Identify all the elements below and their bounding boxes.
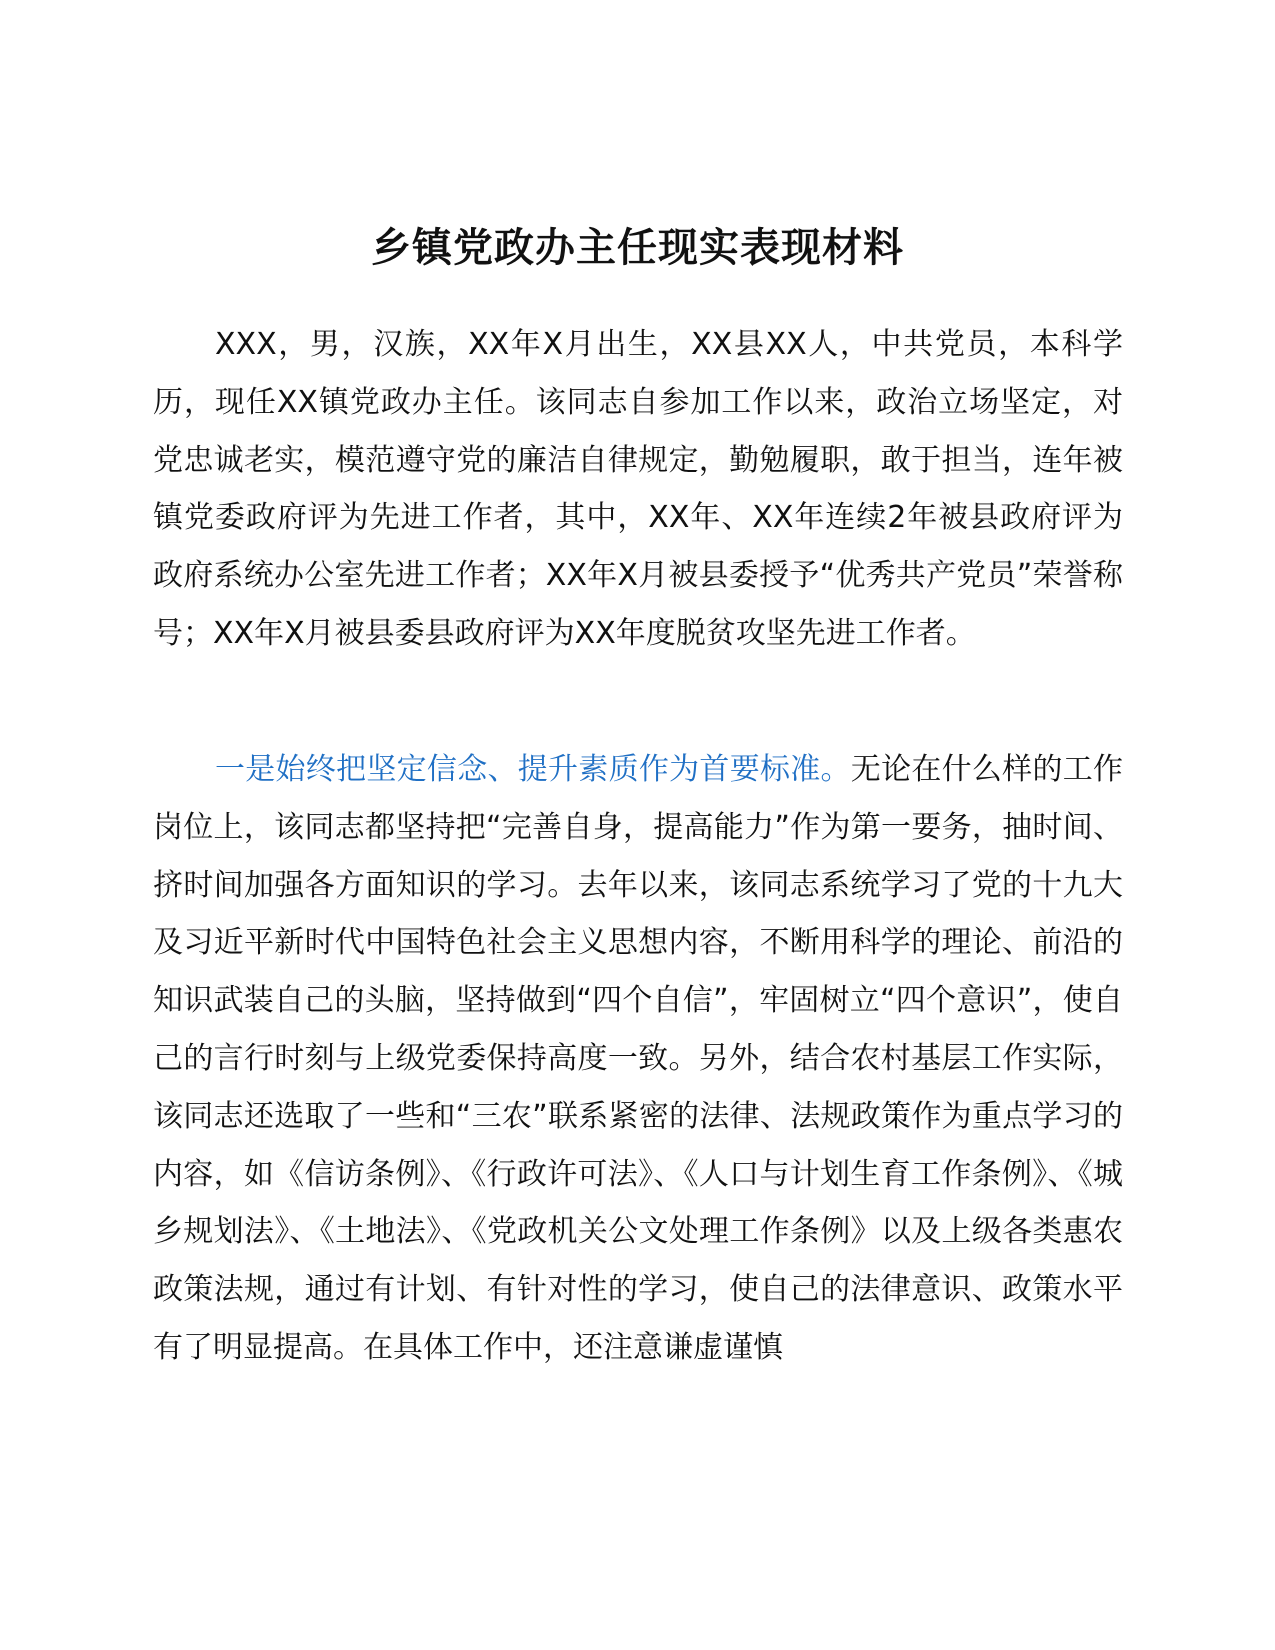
section-one-heading: 一是始终把坚定信念、提升素质作为首要标准。	[215, 752, 851, 787]
paragraph-section-one	[153, 741, 1123, 1377]
section-one-text: 无论在什么样的工作岗位上，该同志都坚持把“完善自身，提高能力”作为第一要务，抽时间、挤时间加强各方面知识的学习。去年以来，该同志系统学习了党的十九大及习近平新时代中国特色社会主义思想内容，不断用科学的理论、前沿的知识武装自己的头脑，坚持做到“四个自信”，牢固树立“四个意识”，使自己的言行时刻与上级党委保持高度一致。另外，结合农村基层工作实际，该同志还选取了一些和“三农”联系紧密的法律、法规政策作为重点学习的内容，如《信访条例》、《行政许可法》、《人口与计划生育工作条例》、《城乡规划法》、《土地法》、《党政机关公文处理工作条例》以及上级各类惠农政策法规，通过有计划、有针对性的学习，使自己的法律意识、政策水平有了明显提高。在具体工作中，还注意谦虚谨慎	[153, 752, 1124, 1365]
paragraph-intro-text: XXX，男，汉族，XX年X月出生，XX县XX人，中共党员，本科学历，现任XX镇党政办主任。该同志自参加工作以来，政治立场坚定，对党忠诚老实，模范遵守党的廉洁自律规定，勤勉履职，敢于担当，连年被镇党委政府评为先进工作者，其中，XX年、XX年连续2年被县政府评为政府系统办公室先进工作者；XX年X月被县委授予“优秀共产党员”荣誉称号；XX年X月被县委县政府评为XX年度脱贫攻坚先进工作者。	[153, 327, 1123, 651]
document-title: 乡镇党政办主任现实表现材料	[371, 225, 904, 271]
paragraph-intro	[153, 316, 1123, 663]
